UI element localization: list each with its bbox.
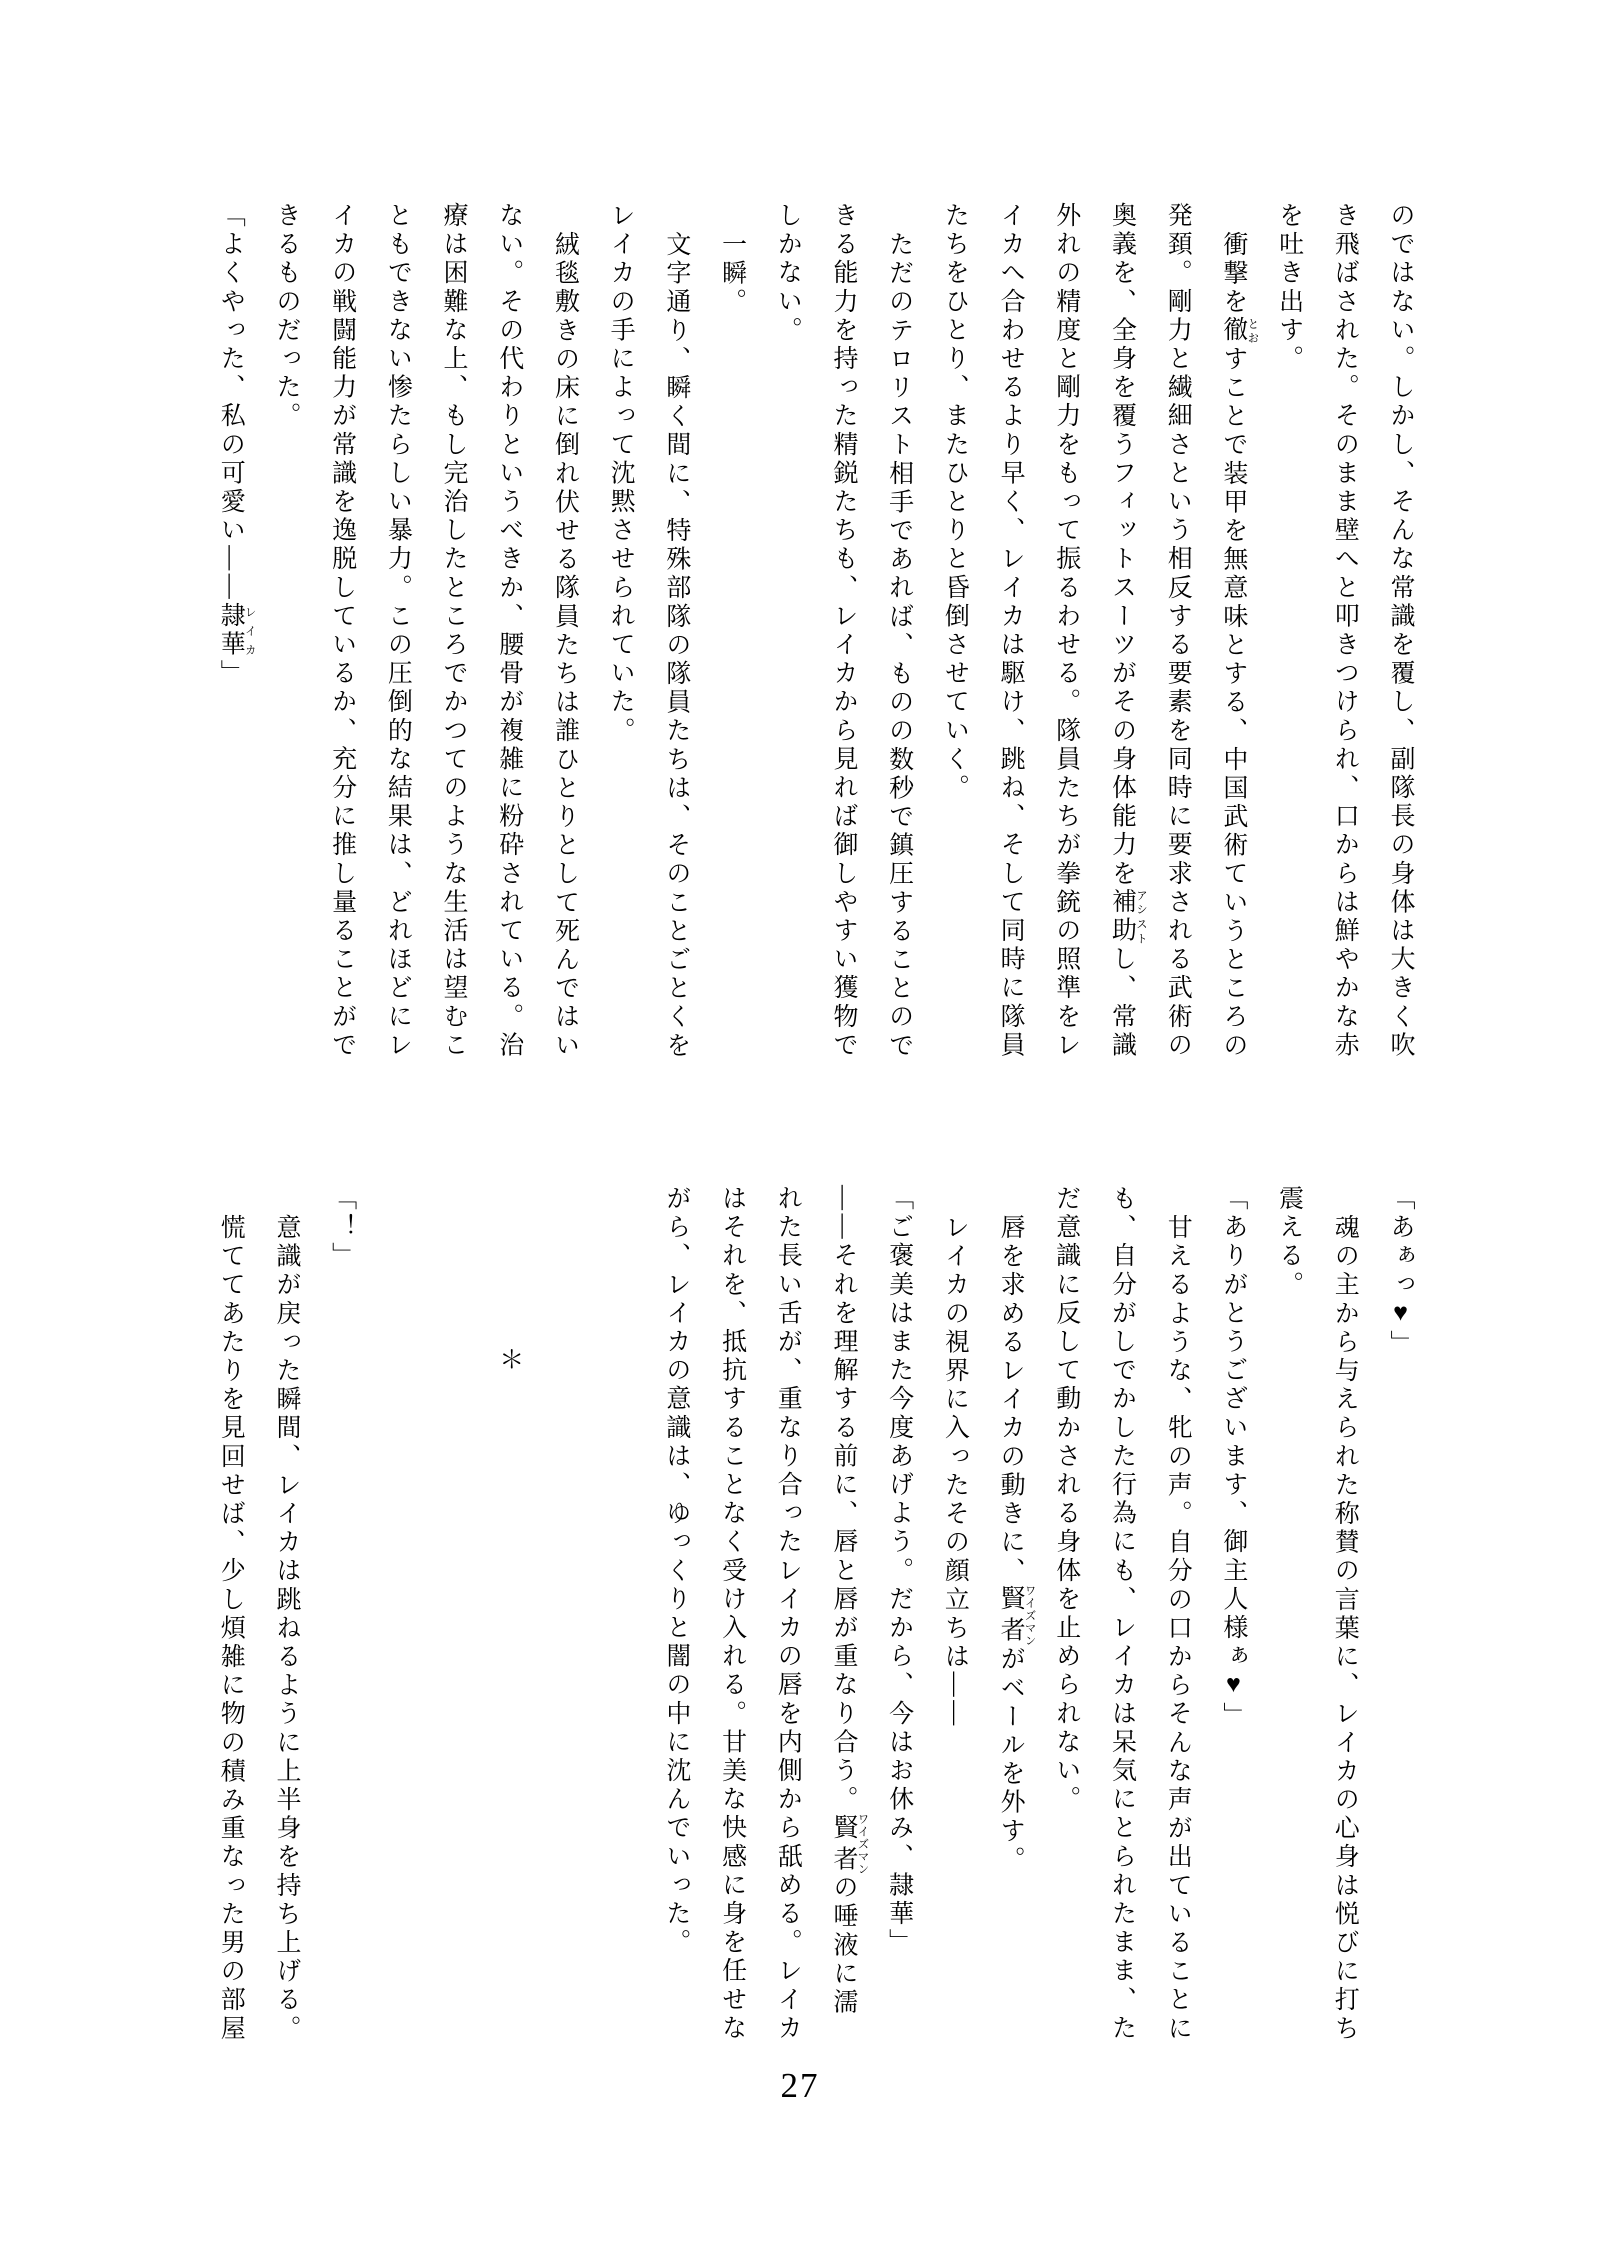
text-line: 「ありがとうございます、御主人様ぁ♥」: [1219, 1185, 1247, 1731]
text-line: き飛ばされた。そのまま壁へと叩きつけられ、口からは鮮やかな赤: [1331, 202, 1359, 1060]
text-line: だ意識に反して動かされる身体を止められない。: [1052, 1185, 1080, 1815]
furigana: レイカ: [243, 602, 256, 660]
ruby-annotated-word: 補助 アシスト: [1108, 888, 1147, 946]
text-line: たちをひとり、またひとりと昏倒させていく。: [941, 202, 969, 803]
section-break-asterisk: ＊: [495, 1346, 523, 1375]
text-line: ただのテロリスト相手であれば、ものの数秒で鎮圧することので: [885, 230, 913, 1060]
text-line: 「よくやった、私の可愛い――隷華 レイカ」: [217, 202, 256, 689]
text-line: 慌ててあたりを見回せば、少し煩雑に物の積み重なった男の部屋: [217, 1213, 245, 2043]
text-line: 唇を求めるレイカの動きに、賢者 ワイズマンがベールを外す。: [997, 1213, 1036, 1875]
bottom-text-block: [202, 1185, 1428, 2065]
ruby-annotated-word: 徹 とお: [1219, 316, 1259, 346]
text-line: を吐き出す。: [1275, 202, 1303, 374]
ruby-annotated-word: 賢者 ワイズマン: [997, 1584, 1036, 1647]
text-line: イカへ合わせるより早く、レイカは駆け、跳ね、そして同時に隊員: [997, 202, 1025, 1060]
furigana: ワイズマン: [856, 1812, 869, 1876]
text-line: 「あぁっ♥」: [1387, 1185, 1414, 1359]
text-line: きるものだった。: [272, 202, 300, 431]
text-line: 療は困難な上、もし完治したところでかつてのような生活は望むこ: [440, 202, 468, 1060]
text-line: れた長い舌が、重なり合ったレイカの唇を内側から舐める。レイカ: [774, 1185, 802, 2043]
blank-line: [592, 1185, 648, 2065]
text-line: 奥義を、全身を覆うフィットスーツがその身体能力を補助 アシストし、常識: [1108, 202, 1147, 1061]
text-line: ない。その代わりというべきか、腰骨が複雑に粉砕されている。治: [495, 202, 523, 1060]
text-line: ともできない惨たらしい暴力。この圧倒的な結果は、どれほどにレ: [384, 202, 412, 1060]
text-line: レイカの手によって沈黙させられていた。: [607, 202, 635, 746]
text-line: 震える。: [1275, 1185, 1303, 1300]
text-line: 「！」: [328, 1185, 356, 1271]
text-line: 発頚。剛力と繊細さという相反する要素を同時に要求される武術の: [1164, 202, 1192, 1060]
ruby-annotated-word: 隷華 レイカ: [217, 602, 256, 660]
page-number: 27: [780, 2066, 820, 2105]
text-line: 絨毯敷きの床に倒れ伏せる隊員たちは誰ひとりとして死んではい: [551, 230, 579, 1060]
furigana: ワイズマン: [1023, 1584, 1036, 1647]
blank-line: [425, 1185, 481, 2065]
text-line: はそれを、抵抗することなく受け入れる。甘美な快感に身を任せな: [718, 1185, 746, 2043]
ruby-annotated-word: 賢者 ワイズマン: [829, 1812, 869, 1876]
text-line: ――それを理解する前に、唇と唇が重なり合う。賢者 ワイズマンの唾液に濡: [829, 1185, 869, 2018]
furigana: アシスト: [1134, 888, 1147, 946]
text-line: 甘えるような、牝の声。自分の口からそんな声が出ていることに: [1164, 1213, 1192, 2043]
top-text-block: [202, 202, 1428, 1072]
text-line: も、自分がしでかした行為にも、レイカは呆気にとられたまま、た: [1108, 1185, 1136, 2043]
text-line: 魂の主から与えられた称賛の言葉に、レイカの心身は悦びに打ち: [1331, 1213, 1359, 2043]
text-line: 「ご褒美はまた今度あげよう。だから、今はお休み、隷華」: [885, 1185, 913, 1958]
text-line: しかない。: [774, 202, 802, 345]
blank-line: [537, 1185, 593, 2065]
text-line: のではない。しかし、そんな常識を覆し、副隊長の身体は大きく吹: [1387, 202, 1414, 1060]
text-line: 外れの精度と剛力をもって振るわせる。隊員たちが拳銃の照準をレ: [1052, 202, 1080, 1060]
blank-line: [370, 1185, 426, 2065]
text-line: がら、レイカの意識は、ゆっくりと闇の中に沈んでいった。: [662, 1185, 690, 1958]
text-line: 一瞬。: [718, 230, 746, 317]
text-line: きる能力を持った精鋭たちも、レイカから見れば御しやすい獲物で: [829, 202, 857, 1060]
text-line: 衝撃を徹 とおすことで装甲を無意味とする、中国武術ていうところの: [1219, 230, 1259, 1061]
furigana: とお: [1246, 316, 1259, 345]
text-line: 意識が戻った瞬間、レイカは跳ねるように上半身を持ち上げる。: [272, 1213, 300, 2043]
text-line: イカの戦闘能力が常識を逸脱しているか、充分に推し量ることがで: [328, 202, 356, 1060]
text-line: レイカの視界に入ったその顔立ちは――: [941, 1213, 969, 1729]
text-line: 文字通り、瞬く間に、特殊部隊の隊員たちは、そのことごとくを: [662, 230, 690, 1060]
